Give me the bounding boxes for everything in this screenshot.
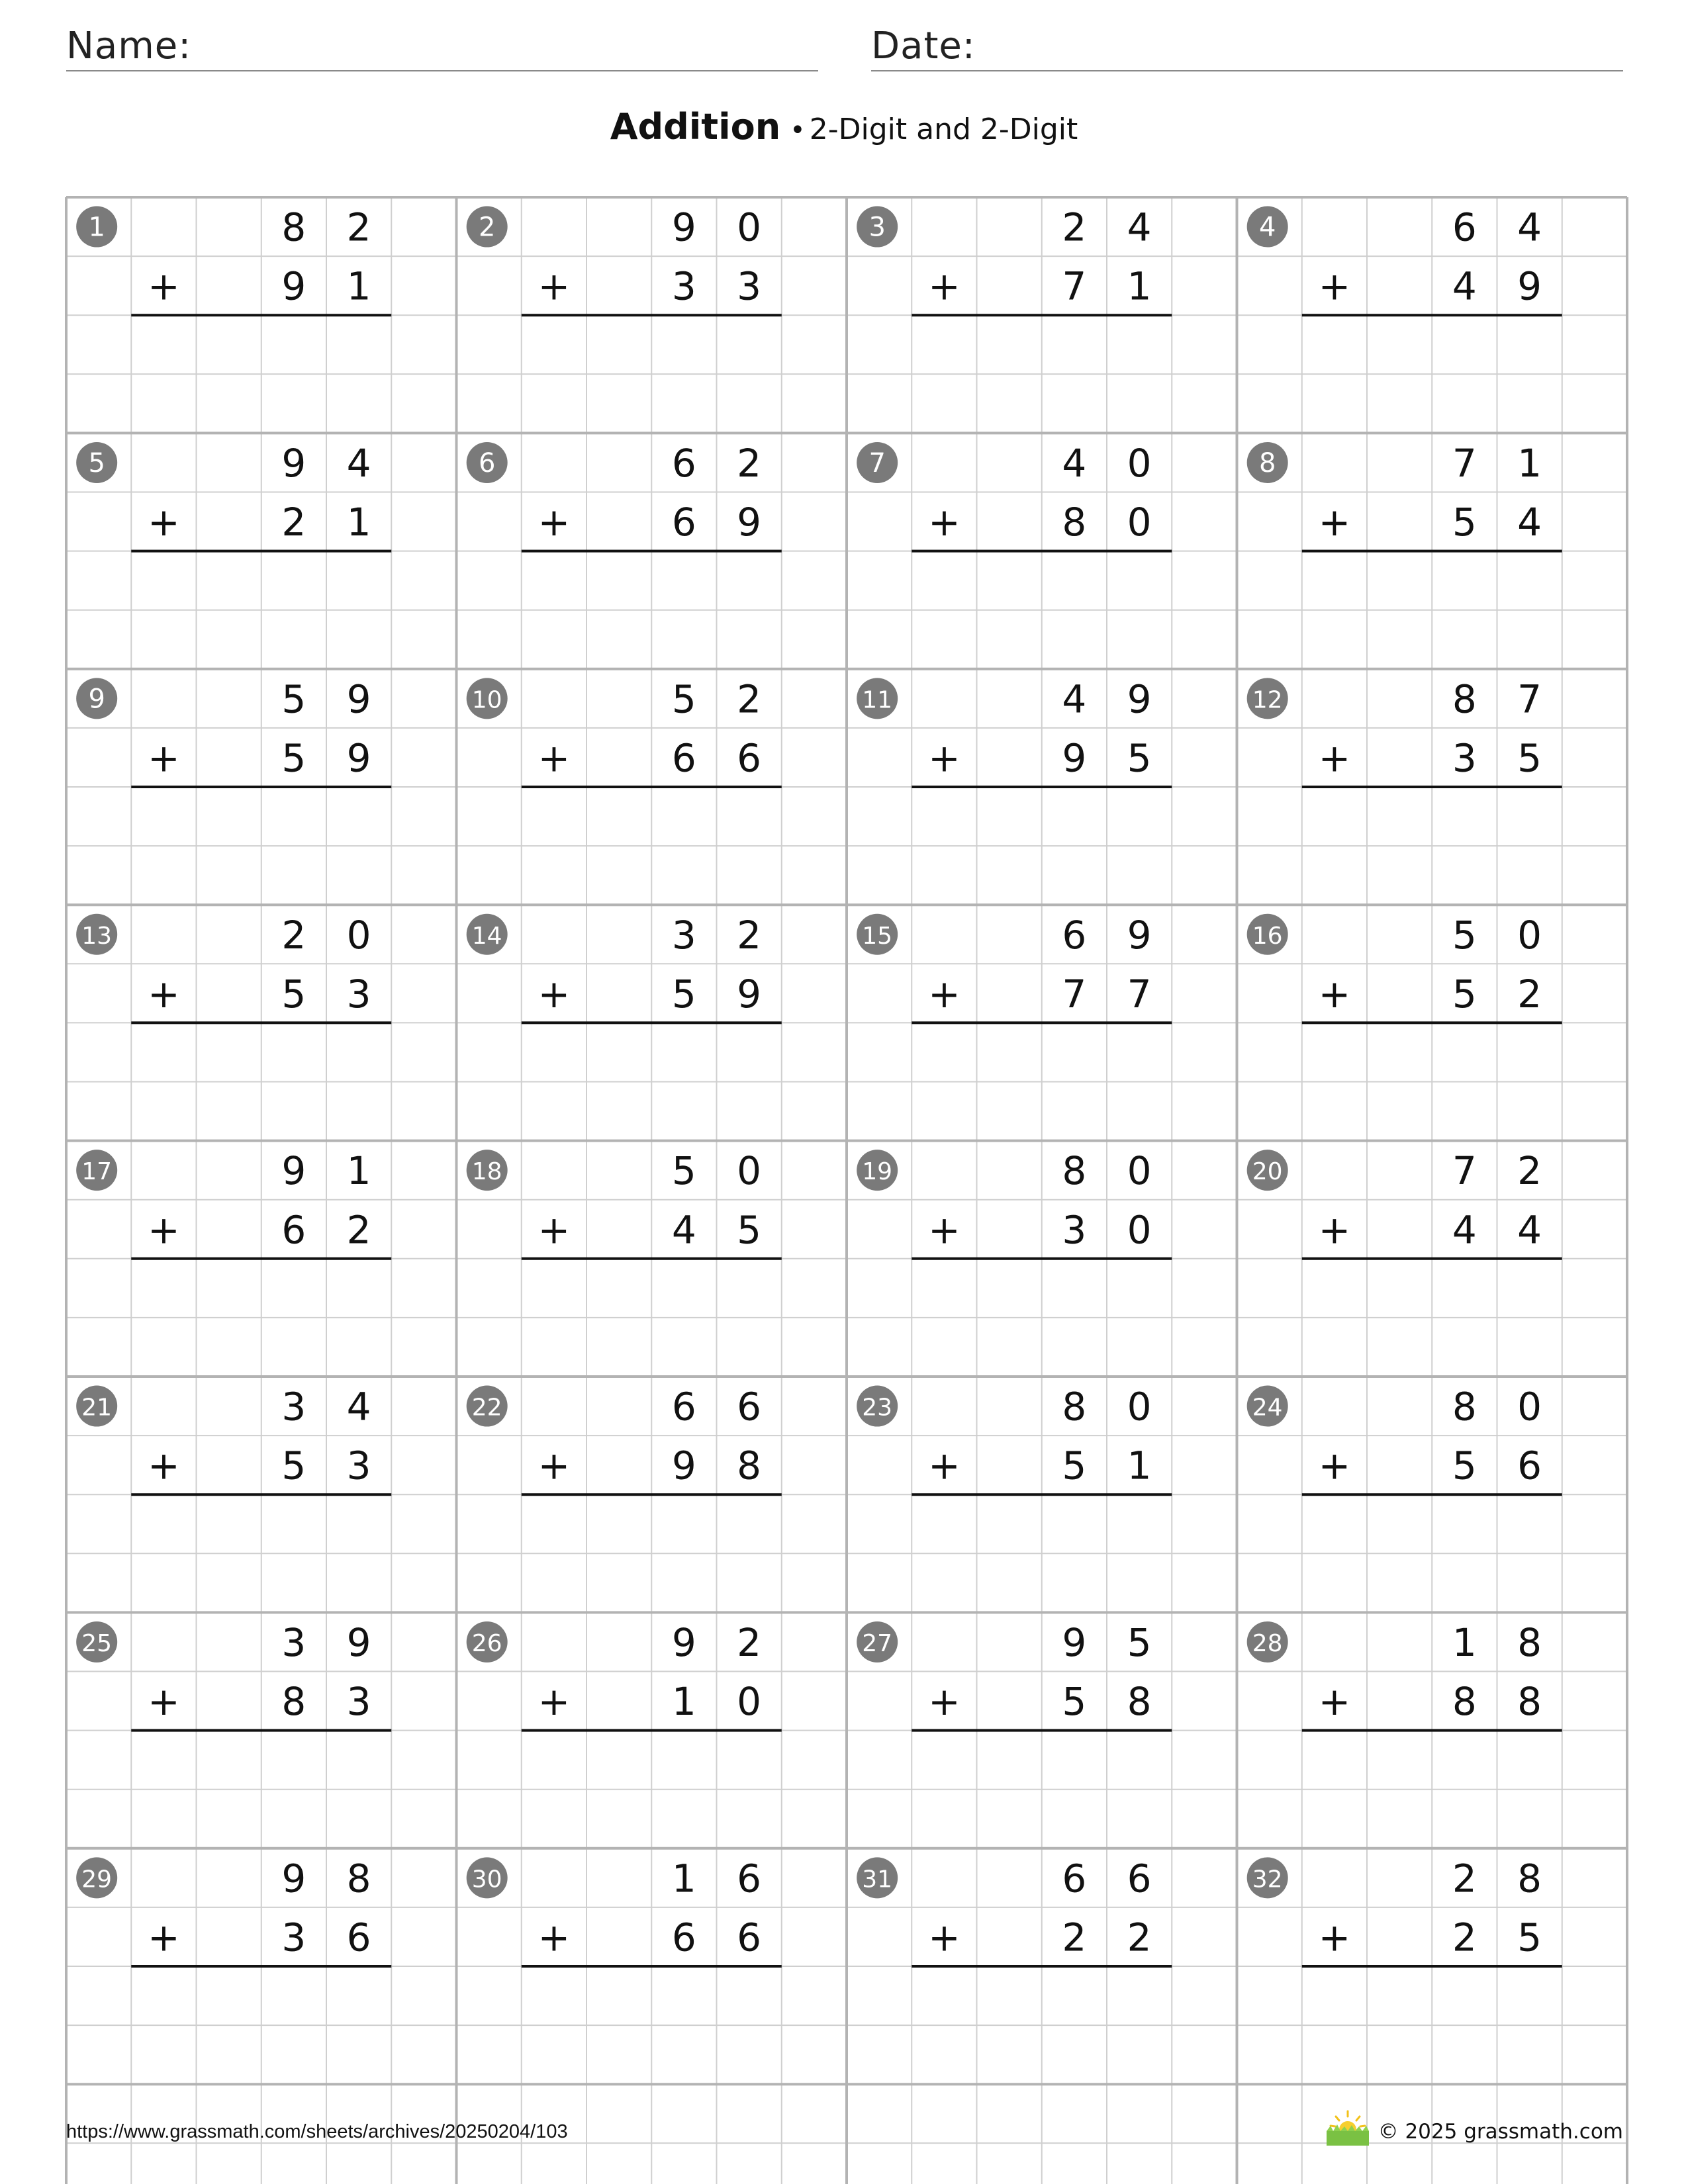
problem-number: 23 — [862, 1394, 893, 1422]
top-addend-digit: 2 — [737, 912, 762, 958]
plus-sign: + — [1318, 971, 1351, 1017]
bottom-addend-digit: 5 — [1127, 735, 1152, 781]
problem-14 — [467, 913, 782, 1023]
bottom-addend-digit: 6 — [281, 1207, 306, 1253]
plus-sign: + — [148, 1207, 180, 1253]
top-addend-digit: 0 — [1517, 1384, 1542, 1430]
top-addend-digit: 2 — [346, 205, 371, 250]
top-addend-digit: 0 — [737, 1148, 762, 1194]
top-addend-digit: 9 — [346, 676, 371, 722]
problem-25 — [76, 1620, 391, 1731]
problem-18 — [467, 1148, 782, 1259]
top-addend-digit: 3 — [281, 1384, 306, 1430]
top-addend-digit: 4 — [1062, 440, 1087, 486]
top-addend-digit: 8 — [281, 205, 306, 250]
bottom-addend-digit: 5 — [1452, 1443, 1477, 1488]
problem-29 — [76, 1856, 391, 1966]
bottom-addend-digit: 8 — [281, 1679, 306, 1725]
top-addend-digit: 4 — [346, 1384, 371, 1430]
top-addend-digit: 9 — [671, 1619, 696, 1665]
bottom-addend-digit: 0 — [737, 1679, 762, 1725]
problem-5 — [76, 441, 391, 551]
bottom-addend-digit: 5 — [1452, 971, 1477, 1017]
plus-sign: + — [538, 1679, 571, 1725]
top-addend-digit: 8 — [1062, 1384, 1087, 1430]
problem-number: 3 — [868, 212, 886, 243]
bottom-addend-digit: 7 — [1062, 263, 1087, 309]
top-addend-digit: 9 — [281, 1148, 306, 1194]
bottom-addend-digit: 2 — [1452, 1915, 1477, 1960]
bottom-addend-digit: 4 — [1517, 500, 1542, 545]
problem-17 — [76, 1148, 391, 1259]
bottom-addend-digit: 2 — [281, 500, 306, 545]
bottom-addend-digit: 5 — [1452, 500, 1477, 545]
bottom-addend-digit: 9 — [737, 500, 762, 545]
problem-30 — [467, 1856, 782, 1966]
top-addend-digit: 8 — [1452, 676, 1477, 722]
bottom-addend-digit: 6 — [671, 735, 696, 781]
plus-sign: + — [538, 500, 571, 545]
problem-3 — [857, 205, 1172, 316]
problem-number: 10 — [471, 686, 502, 714]
problem-number: 25 — [81, 1629, 113, 1657]
plus-sign: + — [1318, 1443, 1351, 1488]
plus-sign: + — [928, 1915, 961, 1960]
top-addend-digit: 6 — [671, 1384, 696, 1430]
bottom-addend-digit: 6 — [1517, 1443, 1542, 1488]
plus-sign: + — [148, 735, 180, 781]
problem-15 — [857, 913, 1172, 1023]
problem-7 — [857, 441, 1172, 551]
problem-19 — [857, 1148, 1172, 1259]
plus-sign: + — [928, 500, 961, 545]
bottom-addend-digit: 9 — [346, 735, 371, 781]
bottom-addend-digit: 0 — [1127, 500, 1152, 545]
bottom-addend-digit: 7 — [1062, 971, 1087, 1017]
bottom-addend-digit: 6 — [671, 500, 696, 545]
problem-number: 26 — [471, 1629, 502, 1657]
top-addend-digit: 4 — [1517, 205, 1542, 250]
top-addend-digit: 2 — [1062, 205, 1087, 250]
bottom-addend-digit: 1 — [1127, 263, 1152, 309]
top-addend-digit: 4 — [1062, 676, 1087, 722]
problem-9 — [76, 676, 391, 787]
top-addend-digit: 2 — [1452, 1856, 1477, 1901]
problem-number: 20 — [1252, 1158, 1283, 1186]
plus-sign: + — [1318, 263, 1351, 309]
plus-sign: + — [148, 500, 180, 545]
problem-number: 28 — [1252, 1629, 1283, 1657]
top-addend-digit: 6 — [1062, 1856, 1087, 1901]
bottom-addend-digit: 1 — [1127, 1443, 1152, 1488]
bottom-addend-digit: 6 — [737, 1915, 762, 1960]
plus-sign: + — [1318, 735, 1351, 781]
top-addend-digit: 9 — [671, 205, 696, 250]
top-addend-digit: 1 — [1517, 440, 1542, 486]
problem-8 — [1247, 441, 1562, 551]
top-addend-digit: 6 — [1127, 1856, 1152, 1901]
problem-13 — [76, 913, 391, 1023]
problem-number: 19 — [862, 1158, 893, 1186]
bottom-addend-digit: 9 — [737, 971, 762, 1017]
bottom-addend-digit: 2 — [1127, 1915, 1152, 1960]
bottom-addend-digit: 8 — [737, 1443, 762, 1488]
date-label: Date: — [871, 24, 976, 68]
problem-10 — [467, 676, 782, 787]
top-addend-digit: 9 — [1062, 1619, 1087, 1665]
bottom-addend-digit: 2 — [346, 1207, 371, 1253]
top-addend-digit: 5 — [1127, 1619, 1152, 1665]
top-addend-digit: 6 — [671, 440, 696, 486]
plus-sign: + — [148, 1679, 180, 1725]
bottom-addend-digit: 1 — [346, 263, 371, 309]
top-addend-digit: 2 — [737, 676, 762, 722]
top-addend-digit: 0 — [346, 912, 371, 958]
problem-28 — [1247, 1620, 1562, 1731]
problem-31 — [857, 1856, 1172, 1966]
problem-number: 6 — [478, 447, 496, 478]
grass-sun-logo-icon — [1324, 2109, 1372, 2147]
problem-number: 29 — [81, 1866, 113, 1893]
plus-sign: + — [538, 1443, 571, 1488]
problem-6 — [467, 441, 782, 551]
top-addend-digit: 7 — [1452, 440, 1477, 486]
problem-11 — [857, 676, 1172, 787]
bottom-addend-digit: 5 — [1517, 735, 1542, 781]
problem-number: 9 — [88, 684, 105, 715]
bottom-addend-digit: 3 — [737, 263, 762, 309]
top-addend-digit: 8 — [1062, 1148, 1087, 1194]
bottom-addend-digit: 6 — [346, 1915, 371, 1960]
top-addend-digit: 3 — [281, 1619, 306, 1665]
top-addend-digit: 1 — [671, 1856, 696, 1901]
bottom-addend-digit: 5 — [1062, 1679, 1087, 1725]
bottom-addend-digit: 8 — [1127, 1679, 1152, 1725]
top-addend-digit: 0 — [737, 205, 762, 250]
footer-copyright: © 2025 grassmath.com — [1378, 2120, 1623, 2144]
problem-1 — [76, 205, 391, 316]
problem-number: 14 — [471, 922, 502, 950]
bottom-addend-digit: 7 — [1127, 971, 1152, 1017]
problem-12 — [1247, 676, 1562, 787]
problem-24 — [1247, 1385, 1562, 1495]
top-addend-digit: 1 — [1452, 1619, 1477, 1665]
problem-32 — [1247, 1856, 1562, 1966]
problem-number: 2 — [478, 212, 496, 243]
problem-number: 8 — [1258, 447, 1276, 478]
plus-sign: + — [538, 1207, 571, 1253]
problem-number: 16 — [1252, 922, 1283, 950]
top-addend-digit: 8 — [1517, 1619, 1542, 1665]
bottom-addend-digit: 3 — [346, 1679, 371, 1725]
plus-sign: + — [538, 735, 571, 781]
top-addend-digit: 2 — [737, 440, 762, 486]
plus-sign: + — [538, 1915, 571, 1960]
bottom-addend-digit: 8 — [1452, 1679, 1477, 1725]
top-addend-digit: 9 — [281, 440, 306, 486]
plus-sign: + — [928, 1679, 961, 1725]
problem-number: 22 — [471, 1394, 502, 1422]
bottom-addend-digit: 4 — [1517, 1207, 1542, 1253]
top-addend-digit: 8 — [1452, 1384, 1477, 1430]
top-addend-digit: 4 — [346, 440, 371, 486]
top-addend-digit: 9 — [1127, 912, 1152, 958]
bottom-addend-digit: 9 — [1062, 735, 1087, 781]
plus-sign: + — [148, 1915, 180, 1960]
bottom-addend-digit: 4 — [1452, 1207, 1477, 1253]
problem-21 — [76, 1385, 391, 1495]
top-addend-digit: 7 — [1517, 676, 1542, 722]
problem-number: 32 — [1252, 1866, 1283, 1893]
problem-2 — [467, 205, 782, 316]
plus-sign: + — [928, 1207, 961, 1253]
footer-url: https://www.grassmath.com/sheets/archives/20250204/103 — [66, 2121, 568, 2142]
top-addend-digit: 5 — [671, 676, 696, 722]
plus-sign: + — [1318, 1915, 1351, 1960]
top-addend-digit: 9 — [1127, 676, 1152, 722]
bottom-addend-digit: 5 — [737, 1207, 762, 1253]
problem-number: 31 — [862, 1866, 893, 1893]
problem-number: 12 — [1252, 686, 1283, 714]
top-addend-digit: 9 — [281, 1856, 306, 1901]
name-label: Name: — [66, 24, 192, 68]
plus-sign: + — [148, 263, 180, 309]
top-addend-digit: 2 — [1517, 1148, 1542, 1194]
bottom-addend-digit: 5 — [281, 735, 306, 781]
top-addend-digit: 0 — [1127, 1384, 1152, 1430]
bottom-addend-digit: 1 — [346, 500, 371, 545]
top-addend-digit: 6 — [1452, 205, 1477, 250]
plus-sign: + — [538, 263, 571, 309]
problem-22 — [467, 1385, 782, 1495]
problem-16 — [1247, 913, 1562, 1023]
bottom-addend-digit: 4 — [1452, 263, 1477, 309]
top-addend-digit: 0 — [1517, 912, 1542, 958]
title-subtitle: 2-Digit and 2-Digit — [809, 113, 1078, 146]
top-addend-digit: 9 — [346, 1619, 371, 1665]
problem-number: 5 — [88, 447, 105, 478]
top-addend-digit: 0 — [1127, 440, 1152, 486]
plus-sign: + — [928, 971, 961, 1017]
plus-sign: + — [928, 735, 961, 781]
top-addend-digit: 4 — [1127, 205, 1152, 250]
top-addend-digit: 0 — [1127, 1148, 1152, 1194]
bottom-addend-digit: 8 — [1062, 500, 1087, 545]
top-addend-digit: 2 — [737, 1619, 762, 1665]
bottom-addend-digit: 5 — [1062, 1443, 1087, 1488]
bottom-addend-digit: 0 — [1127, 1207, 1152, 1253]
plus-sign: + — [148, 1443, 180, 1488]
bottom-addend-digit: 6 — [671, 1915, 696, 1960]
problem-number: 13 — [81, 922, 113, 950]
bottom-addend-digit: 2 — [1517, 971, 1542, 1017]
bottom-addend-digit: 8 — [1517, 1679, 1542, 1725]
plus-sign: + — [928, 1443, 961, 1488]
problem-26 — [467, 1620, 782, 1731]
top-addend-digit: 6 — [1062, 912, 1087, 958]
bottom-addend-digit: 5 — [281, 1443, 306, 1488]
problem-number: 18 — [471, 1158, 502, 1186]
bottom-addend-digit: 4 — [671, 1207, 696, 1253]
plus-sign: + — [538, 971, 571, 1017]
problem-number: 7 — [868, 447, 886, 478]
bottom-addend-digit: 5 — [281, 971, 306, 1017]
title-separator: • — [790, 115, 806, 146]
top-addend-digit: 3 — [671, 912, 696, 958]
bottom-addend-digit: 3 — [671, 263, 696, 309]
plus-sign: + — [1318, 1679, 1351, 1725]
bottom-addend-digit: 3 — [1452, 735, 1477, 781]
bottom-addend-digit: 3 — [346, 971, 371, 1017]
bottom-addend-digit: 1 — [671, 1679, 696, 1725]
plus-sign: + — [1318, 500, 1351, 545]
top-addend-digit: 1 — [346, 1148, 371, 1194]
problem-number: 1 — [88, 212, 105, 243]
top-addend-digit: 5 — [671, 1148, 696, 1194]
plus-sign: + — [928, 263, 961, 309]
problem-23 — [857, 1385, 1172, 1495]
problem-number: 11 — [862, 686, 893, 714]
problem-number: 4 — [1258, 212, 1276, 243]
problem-20 — [1247, 1148, 1562, 1259]
plus-sign: + — [1318, 1207, 1351, 1253]
bottom-addend-digit: 6 — [737, 735, 762, 781]
top-addend-digit: 8 — [1517, 1856, 1542, 1901]
bottom-addend-digit: 5 — [671, 971, 696, 1017]
problem-number: 17 — [81, 1158, 113, 1186]
top-addend-digit: 8 — [346, 1856, 371, 1901]
problem-number: 30 — [471, 1866, 502, 1893]
top-addend-digit: 5 — [281, 676, 306, 722]
bottom-addend-digit: 9 — [281, 263, 306, 309]
problem-number: 21 — [81, 1394, 113, 1422]
problem-number: 27 — [862, 1629, 893, 1657]
bottom-addend-digit: 3 — [1062, 1207, 1087, 1253]
problem-27 — [857, 1620, 1172, 1731]
title-main: Addition — [610, 106, 781, 148]
top-addend-digit: 2 — [281, 912, 306, 958]
top-addend-digit: 7 — [1452, 1148, 1477, 1194]
top-addend-digit: 6 — [737, 1856, 762, 1901]
bottom-addend-digit: 3 — [346, 1443, 371, 1488]
bottom-addend-digit: 9 — [1517, 263, 1542, 309]
bottom-addend-digit: 3 — [281, 1915, 306, 1960]
problem-number: 15 — [862, 922, 893, 950]
plus-sign: + — [148, 971, 180, 1017]
problem-number: 24 — [1252, 1394, 1283, 1422]
problem-4 — [1247, 205, 1562, 316]
bottom-addend-digit: 9 — [671, 1443, 696, 1488]
bottom-addend-digit: 2 — [1062, 1915, 1087, 1960]
bottom-addend-digit: 5 — [1517, 1915, 1542, 1960]
top-addend-digit: 5 — [1452, 912, 1477, 958]
top-addend-digit: 6 — [737, 1384, 762, 1430]
